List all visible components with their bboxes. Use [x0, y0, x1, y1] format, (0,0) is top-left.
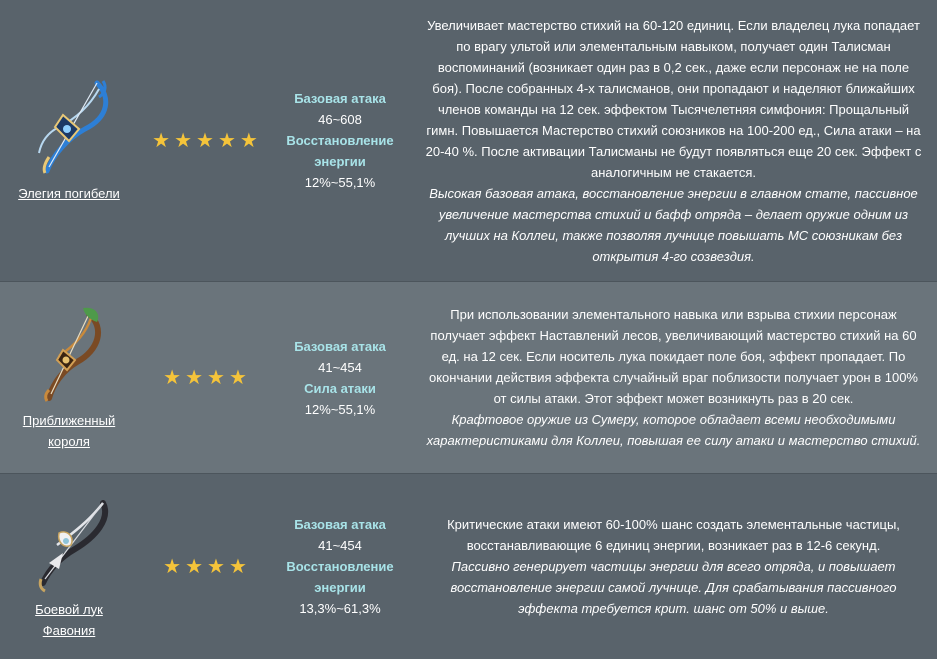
star-icon: ★: [207, 555, 225, 578]
description-cell: [408, 474, 937, 659]
stat-label: Базовая атака: [294, 517, 386, 532]
weapon-name-link[interactable]: Приближенный короля: [22, 412, 116, 449]
rarity-cell: [138, 282, 272, 473]
star-icon: ★: [185, 555, 203, 578]
star-icon: ★: [163, 555, 182, 578]
star-icon: ★: [228, 366, 247, 389]
weapon-cell: [0, 0, 138, 281]
stat-label: Базовая атака: [294, 338, 386, 354]
rarity-stars: [152, 131, 258, 151]
stat-label: Восстановление энергии: [286, 559, 394, 595]
stat-label: Базовая атака: [294, 91, 386, 106]
star-icon: ★: [217, 129, 236, 152]
recommendation-note: Высокая базовая атака, восстановление энергии в главном стате, пассивное увеличение мастерства стихий и бафф отряда – делает оружие одним из лучших на Коллеи, также позволяя лучнице повышать МС союзникам без открытия 4-го созвездия.: [429, 185, 918, 264]
stat-value: 46~608: [318, 112, 362, 127]
weapon-cell: [0, 282, 138, 473]
description-cell: [408, 282, 937, 473]
stat-value: 41~454: [318, 359, 362, 375]
stat-label: Восстановление энергии: [286, 133, 394, 169]
weapon-cell: [0, 474, 138, 659]
stat-value: 13,3%~61,3%: [299, 601, 381, 616]
rarity-cell: [138, 0, 272, 281]
star-icon: ★: [196, 129, 214, 152]
rarity-stars: [163, 557, 247, 577]
recommendation-note: Крафтовое оружие из Сумеру, которое обладает всеми необходимыми характеристиками для Коллеи, повышая ее силу атаки и мастерство стихий.: [426, 412, 921, 448]
passive-text: Критические атаки имеют 60-100% шанс создать элементальные частицы, восстанавливающие 6 единиц энергии, возникает раз в 12-6 секунд.: [447, 517, 900, 553]
stat-value: 12%~55,1%: [304, 401, 376, 417]
bow-kings-squire-icon[interactable]: [19, 304, 119, 404]
star-icon: ★: [185, 366, 203, 389]
star-icon: ★: [239, 129, 258, 152]
weapon-name-link[interactable]: Элегия погибели: [18, 186, 120, 201]
passive-text: Увеличивает мастерство стихий на 60-120 единиц. Если владелец лука попадает по врагу ультой или элементальным навыком, получает один Талисман воспоминаний (возникает один раз в 0,2 сек., даже если персонаж не на поле боя). После собранных 4-х талисманов, они пропадают и наделяют ближайших членов команды на 12 сек. эффектом Тысячелетняя симфония: Прощальный гимн. Повышается Мастерство стихий союзников на 100-200 ед., Сила атаки – на 20-40 %. После активации Талисманы не будут появляться еще 20 сек. Эффект с аналогичным не стакается.: [425, 17, 922, 180]
weapon-name-link[interactable]: Боевой лук Фавония: [35, 601, 103, 638]
weapon-row: [0, 0, 937, 282]
stats-cell: [272, 474, 408, 659]
weapon-row: [0, 282, 937, 474]
star-icon: ★: [174, 129, 193, 152]
star-icon: ★: [228, 555, 247, 578]
star-icon: ★: [152, 129, 171, 152]
star-icon: ★: [163, 366, 182, 389]
star-icon: ★: [207, 366, 225, 389]
rarity-cell: [138, 474, 272, 659]
recommendation-note: Пассивно генерирует частицы энергии для всего отряда, и повышает восстановление энергии самой лучнице. Для срабатывания пассивного эффекта требуется крит. шанс от 50% и выше.: [450, 559, 897, 616]
description-cell: [408, 0, 937, 281]
bow-favonius-icon[interactable]: [19, 493, 119, 593]
bow-elegy-icon[interactable]: [19, 77, 119, 177]
stat-label: Сила атаки: [304, 380, 376, 396]
stat-value: 12%~55,1%: [304, 175, 376, 190]
weapon-row: [0, 474, 937, 659]
stats-cell: [272, 0, 408, 281]
stat-value: 41~454: [318, 538, 362, 553]
passive-text: При использовании элементального навыка или взрыва стихии персонаж получает эффект Наставлений лесов, увеличивающий мастерство стихий на 60 ед. на 12 сек. Если носитель лука покидает поле боя, эффект пропадает. По окончании действия эффекта случайный враг поблизости получает урон в 100% от силы атаки. Этот эффект может возникнуть раз в 20 сек.: [428, 307, 918, 406]
rarity-stars: [163, 368, 247, 388]
stats-cell: [272, 282, 408, 473]
